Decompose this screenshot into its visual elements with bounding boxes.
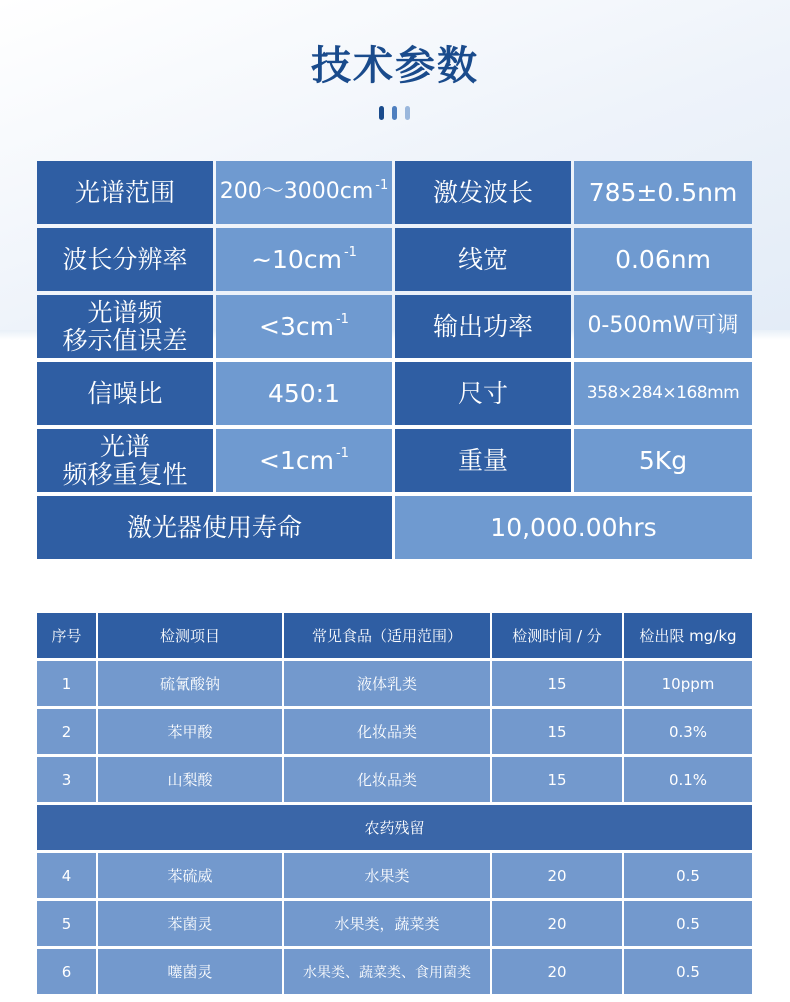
spec-label-shift-error (37, 295, 213, 358)
spec-value-size: 358×284×168mm (574, 362, 752, 425)
table-cell: 水果类 (284, 853, 490, 898)
table-row (37, 853, 752, 898)
spec-value-sup: -1 (343, 245, 357, 261)
column-header: 检出限 mg/kg (624, 613, 752, 658)
table-cell: 10ppm (624, 661, 752, 706)
spec-grid (37, 161, 752, 559)
spec-value-spectral-range (216, 161, 392, 224)
table-cell: 苯菌灵 (98, 901, 282, 946)
spec-label-laser-lifetime: 激光器使用寿命 (37, 496, 392, 559)
spec-value-text: ~10cm (251, 244, 342, 274)
table-cell: 4 (37, 853, 96, 898)
spec-value-sup: -1 (335, 312, 349, 328)
spec-value-text: <3cm (259, 311, 334, 341)
table-cell: 硫氰酸钠 (98, 661, 282, 706)
table-cell: 15 (492, 709, 622, 754)
table-row (37, 757, 752, 802)
spec-value-snr: 450:1 (216, 362, 392, 425)
table-cell: 噻菌灵 (98, 949, 282, 994)
table-row (37, 709, 752, 754)
table-cell: 6 (37, 949, 96, 994)
table-cell: 3 (37, 757, 96, 802)
column-header: 检测项目 (98, 613, 282, 658)
section-label: 农药残留 (37, 805, 752, 850)
table-cell: 20 (492, 853, 622, 898)
table-cell: 苯甲酸 (98, 709, 282, 754)
table-cell: 2 (37, 709, 96, 754)
table-cell: 1 (37, 661, 96, 706)
table-cell: 化妆品类 (284, 709, 490, 754)
spec-label-spectral-range: 光谱范围 (37, 161, 213, 224)
page-title: 技术参数 (311, 43, 479, 89)
column-header: 序号 (37, 613, 96, 658)
table-cell: 0.1% (624, 757, 752, 802)
spec-value-sup: -1 (375, 178, 389, 194)
table-cell: 化妆品类 (284, 757, 490, 802)
spec-value-output-power: 0-500mW可调 (574, 295, 752, 358)
deco-bar-3 (405, 106, 410, 120)
spec-label-line1: 光谱 (99, 432, 150, 461)
column-header: 常见食品（适用范围） (284, 613, 490, 658)
table-cell: 山梨酸 (98, 757, 282, 802)
spec-value-text: 200～3000cm (219, 179, 374, 205)
deco-bar-2 (392, 106, 397, 120)
table-cell: 液体乳类 (284, 661, 490, 706)
spec-label-snr: 信噪比 (37, 362, 213, 425)
deco-bar-1 (379, 106, 384, 120)
spec-value-resolution (216, 228, 392, 291)
spec-label-output-power: 输出功率 (395, 295, 571, 358)
table-row (37, 661, 752, 706)
table-row (37, 949, 752, 994)
spec-label-line2: 移示值误差 (62, 325, 188, 355)
table-cell: 20 (492, 901, 622, 946)
spec-value-excitation-wavelength: 785±0.5nm (574, 161, 752, 224)
spec-value-repeatability (216, 429, 392, 492)
spec-value-text: <1cm (259, 445, 334, 475)
table-header-row (37, 613, 752, 658)
table-cell: 0.3% (624, 709, 752, 754)
table-cell: 0.5 (624, 853, 752, 898)
spec-value-weight: 5Kg (574, 429, 752, 492)
title-decoration (379, 106, 413, 120)
spec-label-repeatability (37, 429, 213, 492)
table-cell: 15 (492, 757, 622, 802)
spec-label-weight: 重量 (395, 429, 571, 492)
spec-label-resolution: 波长分辨率 (37, 228, 213, 291)
table-cell: 水果类，蔬菜类 (284, 901, 490, 946)
spec-value-sup: -1 (335, 446, 349, 462)
table-cell: 苯硫威 (98, 853, 282, 898)
table-cell: 水果类、蔬菜类、食用菌类 (284, 949, 490, 994)
spec-label-line1: 光谱频 (87, 298, 163, 327)
table-row (37, 901, 752, 946)
spec-label-linewidth: 线宽 (395, 228, 571, 291)
table-section-row (37, 805, 752, 850)
spec-label-size: 尺寸 (395, 362, 571, 425)
spec-value-linewidth: 0.06nm (574, 228, 752, 291)
spec-value-shift-error (216, 295, 392, 358)
table-cell: 5 (37, 901, 96, 946)
table-cell: 0.5 (624, 901, 752, 946)
spec-label-excitation-wavelength: 激发波长 (395, 161, 571, 224)
column-header: 检测时间 / 分 (492, 613, 622, 658)
spec-label-line2: 频移重复性 (62, 459, 188, 489)
spec-value-laser-lifetime: 10,000.00hrs (395, 496, 752, 559)
table-cell: 0.5 (624, 949, 752, 994)
table-cell: 15 (492, 661, 622, 706)
table-cell: 20 (492, 949, 622, 994)
